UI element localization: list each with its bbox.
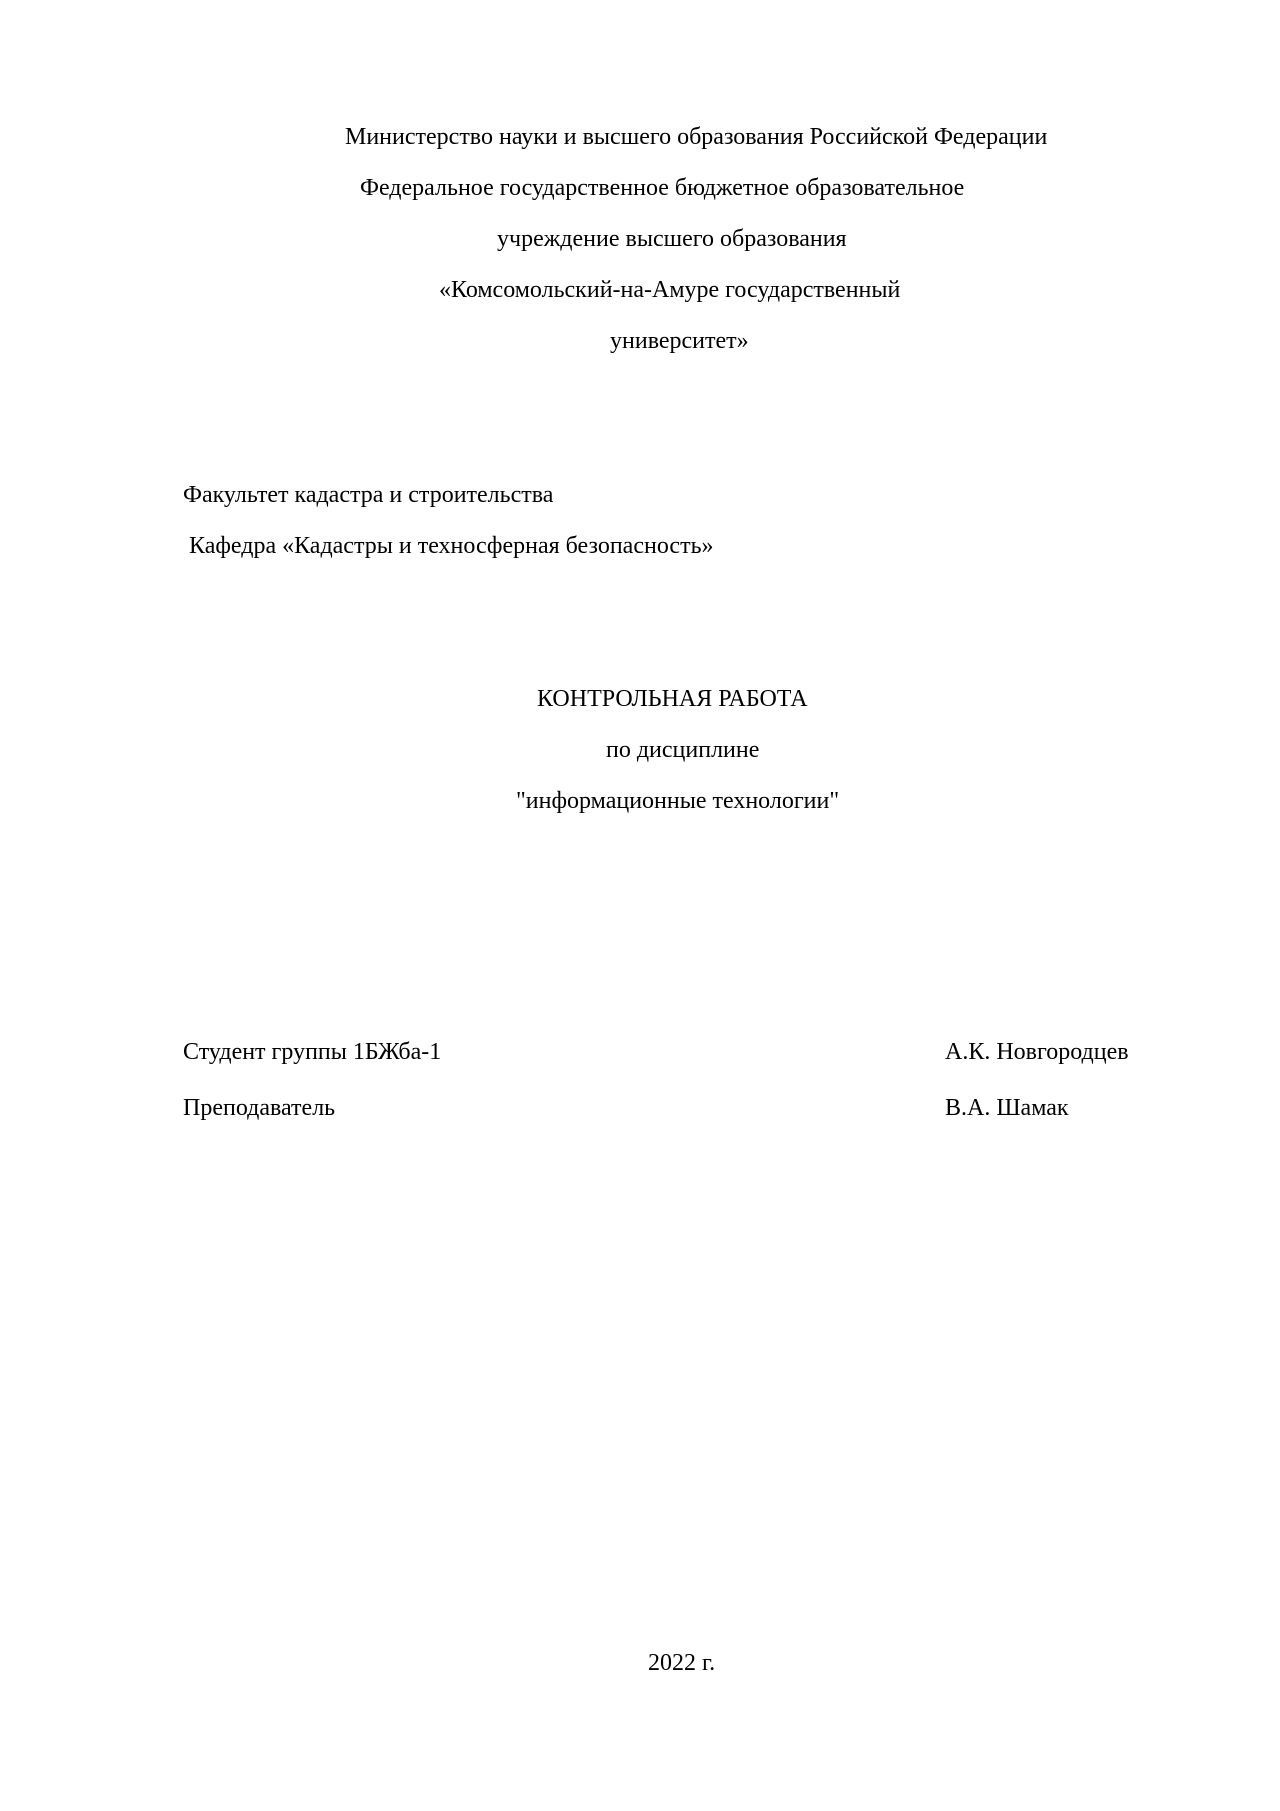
ministry-line: Министерство науки и высшего образования Российской Федерации xyxy=(345,124,1048,150)
institution-line-1: Федеральное государственное бюджетное образовательное xyxy=(360,175,965,201)
student-name: А.К. Новгородцев xyxy=(945,1039,1129,1065)
institution-line-2: учреждение высшего образования xyxy=(497,226,847,252)
chair-line: Кафедра «Кадастры и техносферная безопасность» xyxy=(183,533,714,559)
faculty-line: Факультет кадастра и строительства xyxy=(183,482,554,508)
student-label: Студент группы 1БЖба-1 xyxy=(183,1039,442,1065)
discipline-prefix: по дисциплине xyxy=(606,737,760,763)
university-line-2: университет» xyxy=(610,328,749,354)
work-title: КОНТРОЛЬНАЯ РАБОТА xyxy=(537,686,808,712)
teacher-name: В.А. Шамак xyxy=(945,1095,1069,1121)
teacher-label: Преподаватель xyxy=(183,1095,336,1121)
discipline-name: "информационные технологии" xyxy=(516,788,840,814)
university-line-1: «Комсомольский-на-Амуре государственный xyxy=(439,277,901,303)
year-line: 2022 г. xyxy=(648,1650,716,1676)
